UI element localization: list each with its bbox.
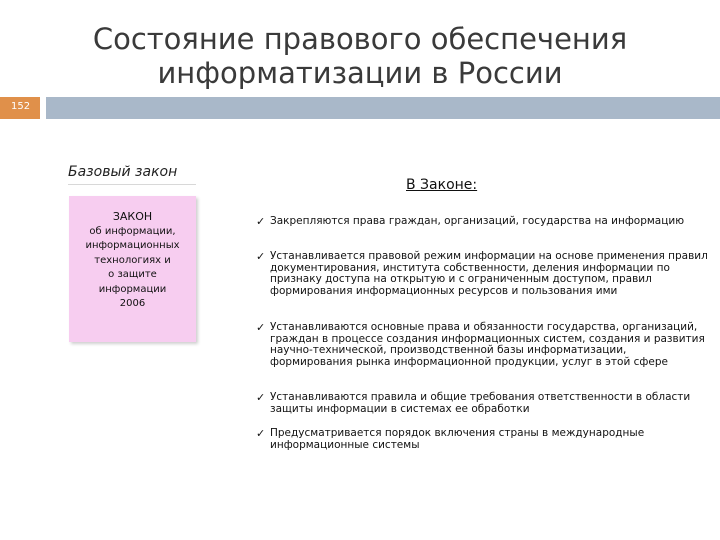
list-item [256,251,712,297]
slide-title-line-1: Состояние правового обеспечения [92,22,628,56]
list-item [256,216,712,228]
slide-title-line-2: информатизации в России [157,56,563,90]
law-box-line: 2006 [119,298,146,309]
checkmark-icon: ✓ [256,321,266,334]
checkmark-icon: ✓ [256,215,266,228]
list-item-text: Закрепляются права граждан, организаций, государства на информацию [270,215,685,227]
slide-title [40,22,680,90]
base-law-heading: Базовый закон [68,164,178,180]
law-box-line: ЗАКОН [112,210,153,223]
law-box-line: о защите [108,269,157,280]
slide-number: 152 [11,101,31,112]
law-box-text [75,210,190,312]
law-box-line: технологиях и [94,254,171,266]
checkmark-icon: ✓ [256,250,266,263]
section-heading: В Законе: [406,177,478,193]
list-item [256,428,712,451]
law-box-line: об информации, [89,225,176,237]
list-item-text: Устанавливаются основные права и обязанности государства, организаций, граждан в процессе создания информационных систем, создания и развития научно-технической, производственной базы информатизации, формирования рынка информационной продукции, услуг в этой сфере [270,321,705,368]
law-box-line: информационных [85,240,180,251]
base-law-underline [68,184,196,185]
checkmark-icon: ✓ [256,427,266,440]
list-item-text: Устанавливаются правила и общие требования ответственности в области защиты информации в системах ее обработки [270,391,691,415]
law-box-line: информации [98,283,167,295]
list-item-text: Устанавливается правовой режим информации на основе применения правил документирования, института собственности, деления информации по признаку доступа на открытую и с ограниченным доступом, правил формирования информационных ресурсов и пользования ими [270,250,708,297]
list-item-text: Предусматривается порядок включения страны в международные информационные системы [270,427,645,451]
list-item [256,392,712,415]
checkmark-icon: ✓ [256,391,266,404]
list-item [256,322,712,368]
title-divider-bar [46,97,720,119]
